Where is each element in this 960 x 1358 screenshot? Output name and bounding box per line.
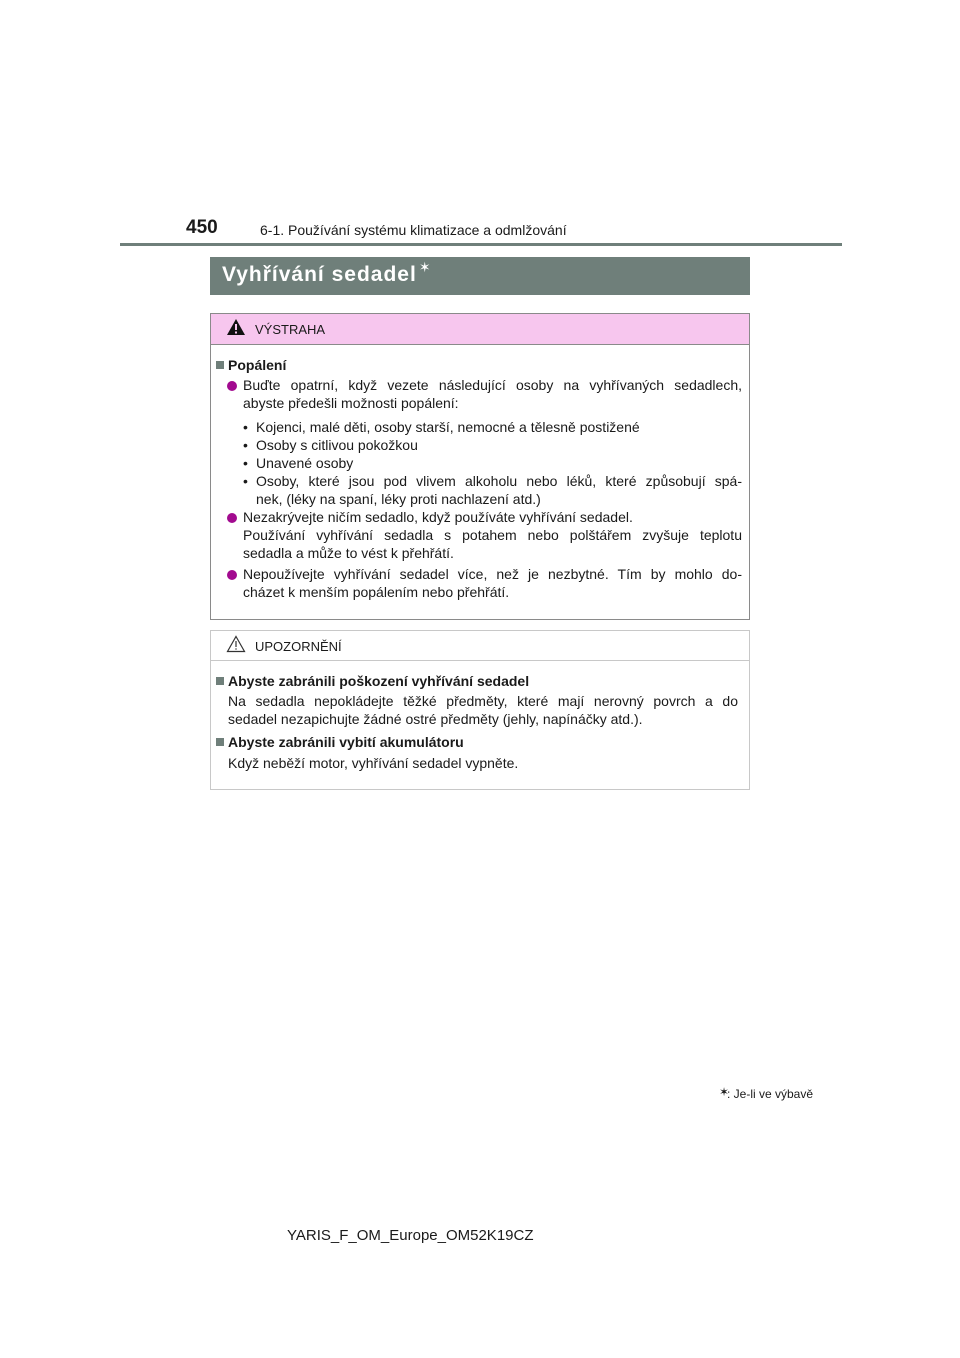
circle-bullet-icon bbox=[227, 513, 237, 523]
warning-header bbox=[211, 314, 749, 345]
list-item: Osoby s citlivou pokožkou bbox=[256, 437, 418, 453]
warning-item2-line2: Používání vyhřívání sedadla s potahem nebo polštářem zvyšuje teplotu bbox=[243, 527, 742, 543]
warning-item2-line1: Nezakrývejte ničím sedadlo, když používáte vyhřívání sedadel. bbox=[243, 509, 633, 525]
caution-text1-line1: Na sedadla nepokládejte těžké předměty, které mají nerovný povrch a do bbox=[228, 693, 738, 709]
footnote-text: : Je-li ve výbavě bbox=[727, 1087, 814, 1101]
section-title-bar bbox=[210, 257, 750, 295]
square-bullet-icon bbox=[216, 738, 224, 746]
caution-heading-1: Abyste zabránili poškození vyhřívání sedadel bbox=[228, 673, 530, 689]
warning-item3-line2: cházet k menším popálením nebo přehřátí. bbox=[243, 584, 510, 600]
warning-label: VÝSTRAHA bbox=[255, 322, 326, 337]
bullet-char: • bbox=[243, 437, 248, 453]
caution-text1-line2: sedadel nezapichujte žádné ostré předměty (jehly, napínáčky atd.). bbox=[228, 711, 643, 727]
document-code: YARIS_F_OM_Europe_OM52K19CZ bbox=[287, 1227, 534, 1244]
section-title: Vyhřívání sedadel ✶ bbox=[222, 259, 432, 286]
chapter-header: 6-1. Používání systému klimatizace a odmlžování bbox=[260, 222, 567, 238]
list-item: Osoby, které jsou pod vlivem alkoholu nebo léků, které způsobují spá- bbox=[256, 473, 742, 489]
caution-heading-2: Abyste zabránili vybití akumulátoru bbox=[228, 734, 464, 750]
square-bullet-icon bbox=[216, 677, 224, 685]
list-item: Unavené osoby bbox=[256, 455, 354, 471]
warning-item1-line1: Buďte opatrní, když vezete následující osoby na vyhřívaných sedadlech, bbox=[243, 377, 742, 393]
bullet-char: • bbox=[243, 473, 248, 489]
warning-section-heading: Popálení bbox=[228, 357, 287, 373]
caution-header bbox=[211, 631, 749, 661]
warning-triangle-icon bbox=[226, 318, 246, 336]
circle-bullet-icon bbox=[227, 570, 237, 580]
bullet-char: • bbox=[243, 455, 248, 471]
circle-bullet-icon bbox=[227, 381, 237, 391]
list-item: Kojenci, malé děti, osoby starší, nemocné a tělesně postižené bbox=[256, 419, 640, 435]
caution-triangle-icon bbox=[226, 635, 246, 653]
list-item-continuation: nek, (léky na spaní, léky proti nachlazení atd.) bbox=[256, 491, 541, 507]
header-rule bbox=[120, 243, 842, 246]
caution-text2-line1: Když neběží motor, vyhřívání sedadel vypněte. bbox=[228, 755, 519, 771]
warning-item2-line3: sedadla a může to vést k přehřátí. bbox=[243, 545, 454, 561]
warning-item3-line1: Nepoužívejte vyhřívání sedadel více, než je nezbytné. Tím by mohlo do- bbox=[243, 566, 742, 582]
footnote-asterisk: ✶ bbox=[719, 1085, 730, 1099]
bullet-char: • bbox=[243, 419, 248, 435]
page-number: 450 bbox=[186, 217, 218, 238]
caution-label: UPOZORNĚNÍ bbox=[255, 639, 342, 654]
square-bullet-icon bbox=[216, 361, 224, 369]
warning-item1-line2: abyste předešli možnosti popálení: bbox=[243, 395, 459, 411]
title-asterisk: ✶ bbox=[418, 259, 432, 275]
